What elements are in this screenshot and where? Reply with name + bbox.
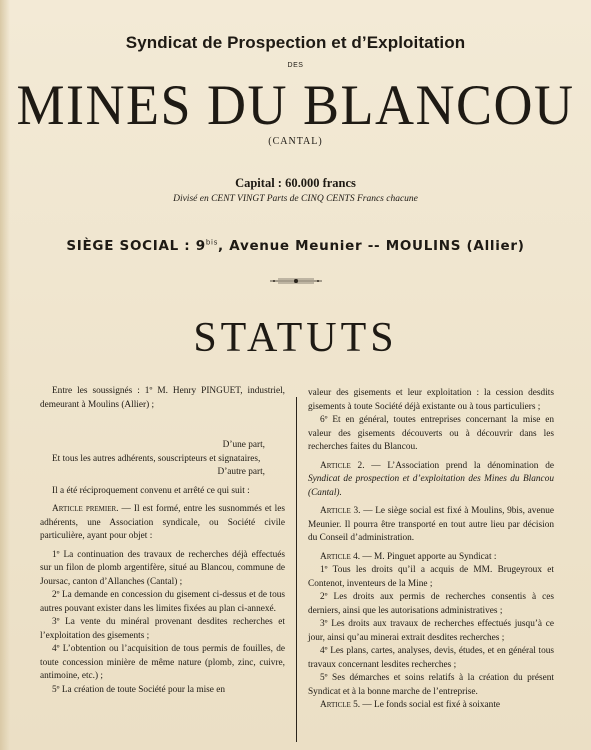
right-p2: 6º Et en général, toutes entreprises concernant la mise en valeur des gisements découverts ou à découvrir dans les recherches faites du Blancou. <box>308 415 554 452</box>
statuts-title: STATUTS <box>193 315 398 361</box>
article-4 <box>308 551 554 565</box>
ornament-divider-icon <box>268 276 324 286</box>
right-item3: 3º Les droits aux travaux de recherches effectués jusqu’à ce jour, ainsi qu’au minerai extrait desdites recherches ; <box>308 619 554 643</box>
right-item5: 5º Ses démarches et soins relatifs à la création du présent Syndicat et à la bonne marche de l’entreprise. <box>308 673 554 697</box>
article-2-text: — L’Association prend la dénomination de <box>364 460 554 471</box>
left-p1: Entre les soussignés : 1º M. Henry PINGUET, industriel, demeurant à Moulins (Allier) ; <box>40 386 285 410</box>
article-1 <box>40 503 285 544</box>
article-2 <box>308 460 554 501</box>
right-item2: 2º Les droits aux permis de recherches consentis à ces derniers, ainsi que les autorisations administratives ; <box>308 592 554 616</box>
left-item1: 1º La continuation des travaux de recherches déjà effectués sur un filon de plomb argentifère, situé au Blancou, commune de Joursac, canton d’Allanches (Cantal) ; <box>40 549 285 587</box>
dune-part: D’une part, <box>222 440 265 450</box>
region: (CANTAL) <box>268 136 323 147</box>
main-title: MINES DU BLANCOU <box>16 73 575 137</box>
left-item5: 5º La création de toute Société pour la mise en <box>52 684 226 695</box>
parts-line: Divisé en CENT VINGT Parts de CINQ CENTS Francs chacune <box>173 194 418 204</box>
left-item3: 3º La vente du minéral provenant desdites recherches et l’exploitation des gisements ; <box>40 617 285 641</box>
left-item4: 4º L’obtention ou l’acquisition de tous permis de fouilles, de toute concession minière de même nature (plomb, zinc, cuivre, antimoine, etc.) ; <box>40 644 285 681</box>
left-p3: Il a été réciproquement convenu et arrêté ce qui suit : <box>52 485 250 496</box>
left-column <box>40 385 285 697</box>
left-item2: 2º La demande en concession du gisement ci-dessus et de tous autres pouvant exister dans les limites fixées au plan ci-annexé. <box>40 590 285 614</box>
header-des: DES <box>287 62 304 69</box>
article-2-label: Article 2. <box>320 460 365 471</box>
header-line1: Syndicat de Prospection et d’Exploitation <box>125 33 466 52</box>
article-1-label: Article premier. <box>52 504 119 514</box>
siege-rest: , Avenue Meunier -- MOULINS (Allier) <box>218 238 525 254</box>
siege-sup: bis <box>205 238 219 247</box>
article-3-label: Article 3. <box>320 506 361 516</box>
right-item4: 4º Les plans, cartes, analyses, devis, études, et en général tous travaux concernant lesdites recherches ; <box>308 646 554 670</box>
column-divider <box>296 397 297 742</box>
siege-prefix: SIÈGE SOCIAL : 9 <box>66 238 206 254</box>
right-item1: 1º Tous les droits qu’il a acquis de MM. Brugeyroux et Contenot, inventeurs de la Mine ; <box>308 565 554 589</box>
article-4-text: — M. Pinguet apporte au Syndicat : <box>360 551 497 562</box>
right-p1: valeur des gisements et leur exploitation : la cession desdits gisements à toute Société déjà existante ou à tous particuliers ; <box>308 388 554 412</box>
article-4-label: Article 4. <box>320 551 361 562</box>
spacer <box>40 412 285 439</box>
article-3 <box>308 505 554 546</box>
article-3-text: — Le siège social est fixé à Moulins, 9bis, avenue Meunier. Il pourra être transporté en tout autre lieu par décision du Conseil d’administration. <box>308 506 554 543</box>
article-5-text: — Le fonds social est fixé à soixante <box>360 700 501 710</box>
capital-line: Capital : 60.000 francs <box>235 176 356 190</box>
article-1-text: — Il est formé, entre les susnommés et les adhérents, une Association syndicale, ou Société civile particulière, ayant pour objet : <box>40 504 286 541</box>
siege-social <box>0 238 591 254</box>
left-p2: Et tous les autres adhérents, souscripteurs et signataires, <box>52 453 261 464</box>
dautre-part: D’autre part, <box>217 467 265 477</box>
article-5-label: Article 5. <box>320 700 361 710</box>
article-5 <box>308 699 554 713</box>
article-2-name: Syndicat de prospection et d’exploitation des Mines du Blancou (Cantal). <box>308 474 554 498</box>
right-column <box>308 387 554 713</box>
